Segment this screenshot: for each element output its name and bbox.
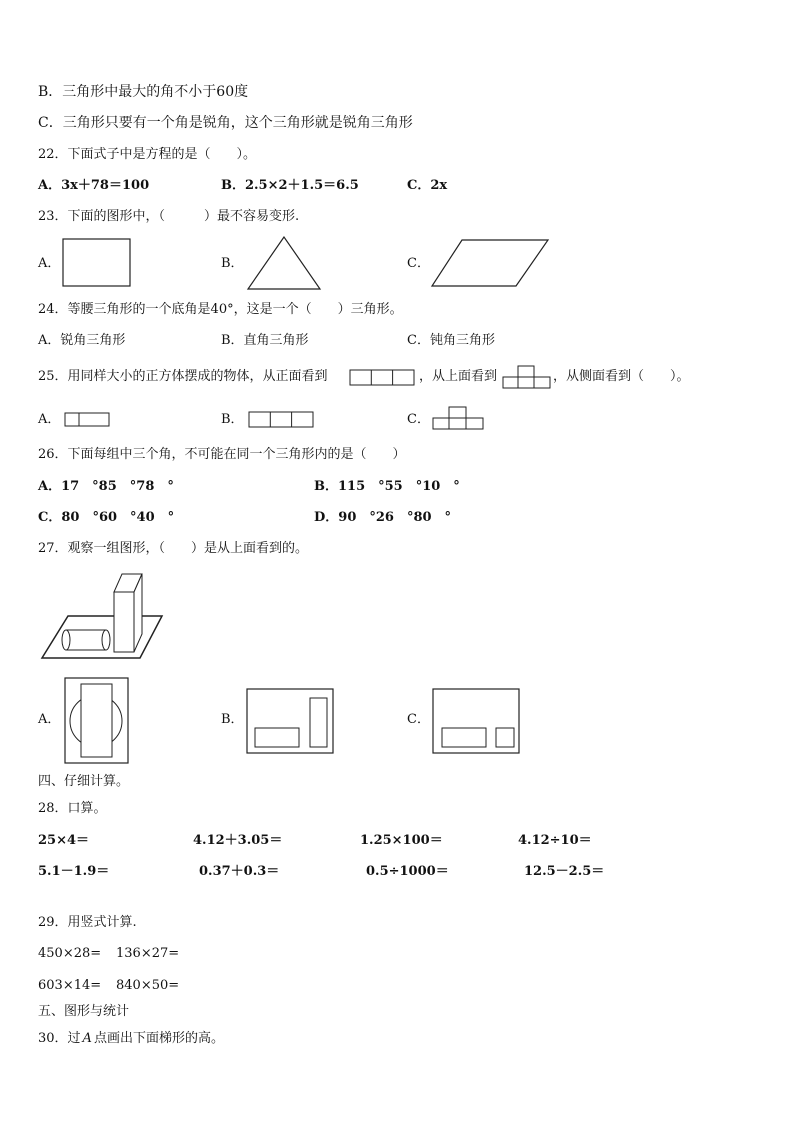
calc-item: 12.5－2.5＝	[524, 864, 605, 879]
q25-option-b-figure	[248, 411, 316, 429]
q25-top-view-figure	[502, 365, 552, 391]
q27-option-b-figure	[246, 688, 336, 756]
calc-item: 25×4＝	[38, 833, 90, 848]
q27-3d-scene-figure	[40, 570, 164, 662]
calc-item: 1.25×100＝	[360, 833, 443, 848]
question-22: 22．下面式子中是方程的是（ ）。	[38, 147, 257, 162]
q23-parallelogram-figure	[430, 238, 550, 288]
section-five-heading: 五、图形与统计	[38, 1004, 130, 1019]
option-c-line: C．三角形只要有一个角是锐角，这个三角形就是锐角三角形	[38, 115, 413, 131]
calc-item: 0.5÷1000＝	[366, 864, 449, 879]
q30-text-start: 30．过	[38, 1031, 81, 1046]
q25-option-c-figure	[432, 406, 484, 432]
q30-point-label: A	[82, 1031, 92, 1046]
q26-option-b: B．115 °55 °10 °	[314, 479, 460, 494]
question-25-part2: ，从上面看到	[419, 369, 498, 384]
calc-item: 0.37＋0.3＝	[199, 864, 280, 879]
q24-option-c: C．钝角三角形	[407, 333, 495, 348]
option-b-line: B．三角形中最大的角不小于60度	[38, 84, 249, 100]
q27-option-c-figure	[432, 688, 522, 756]
question-28: 28．口算。	[38, 801, 107, 816]
calc-item: 5.1－1.9＝	[38, 864, 110, 879]
calc-item: 4.12÷10＝	[518, 833, 592, 848]
question-30	[38, 1031, 224, 1047]
question-24: 24．等腰三角形的一个底角是40°，这是一个（ ）三角形。	[38, 302, 403, 317]
q24-option-b: B．直角三角形	[221, 333, 309, 348]
vertical-calc-item: 603×14=	[38, 978, 102, 993]
q23-option-b: B．	[221, 256, 244, 271]
q22-option-b: B．2.5×2＋1.5＝6.5	[221, 178, 359, 193]
question-25-part1: 25．用同样大小的正方体摆成的物体，从正面看到	[38, 369, 328, 384]
vertical-calc-item: 136×27=	[116, 946, 180, 961]
q23-triangle-figure	[246, 235, 322, 291]
q24-option-a: A．锐角三角形	[38, 333, 126, 348]
q25-option-b: B．	[221, 412, 244, 427]
q27-option-b: B．	[221, 712, 244, 727]
section-four-heading: 四、仔细计算。	[38, 774, 130, 789]
question-23: 23．下面的图形中，（ ）最不容易变形.	[38, 209, 300, 224]
q23-option-c: C．	[407, 256, 430, 271]
question-25-part3: ，从侧面看到（ ）。	[553, 369, 690, 384]
vertical-calc-item: 840×50=	[116, 978, 180, 993]
vertical-calc-item: 450×28=	[38, 946, 102, 961]
q23-option-a: A．	[38, 256, 61, 271]
q25-option-a: A．	[38, 412, 61, 427]
question-29: 29．用竖式计算.	[38, 915, 137, 930]
q25-option-c: C．	[407, 412, 430, 427]
q27-option-a-figure	[63, 676, 131, 766]
q26-option-c: C．80 °60 °40 °	[38, 510, 175, 525]
q27-option-c: C．	[407, 712, 430, 727]
q26-option-a: A．17 °85 °78 °	[38, 479, 174, 494]
q30-text-end: 点画出下面梯形的高。	[93, 1031, 224, 1046]
q27-option-a: A．	[38, 712, 61, 727]
q26-option-d: D．90 °26 °80 °	[314, 510, 452, 525]
q25-front-view-figure	[349, 369, 417, 387]
q23-rectangle-figure	[62, 238, 132, 288]
q22-option-c: C．2x	[407, 178, 448, 193]
question-26: 26．下面每组中三个角，不可能在同一个三角形内的是（ ）	[38, 447, 406, 462]
q25-option-a-figure	[64, 412, 112, 428]
question-27: 27．观察一组图形，（ ）是从上面看到的。	[38, 541, 309, 556]
q22-option-a: A．3x＋78＝100	[38, 178, 150, 193]
calc-item: 4.12＋3.05＝	[193, 833, 283, 848]
